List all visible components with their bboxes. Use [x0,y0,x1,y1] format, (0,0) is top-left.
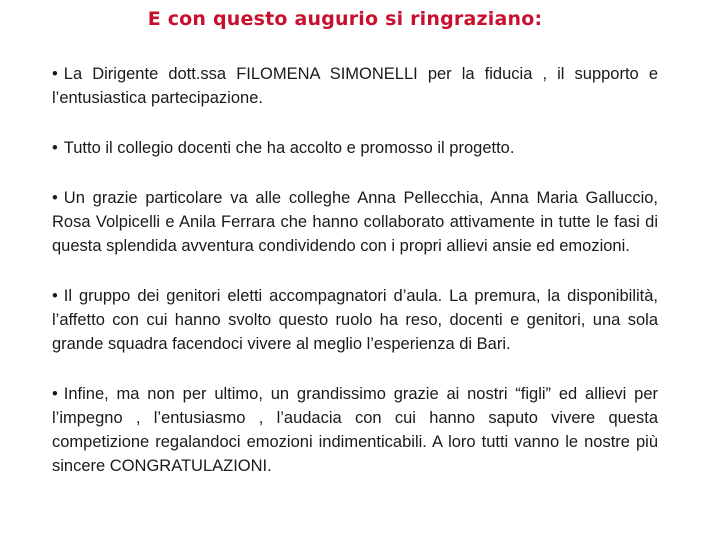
paragraph-colleghe [52,186,658,258]
page-title: E con questo augurio si ringraziano: [147,8,543,30]
paragraph-allievi [52,382,658,478]
paragraph-text: Infine, ma non per ultimo, un grandissimo grazie ai nostri “figli” ed allievi per l’impegno , l’entusiasmo , l’audacia con cui hanno saputo vivere questa competizione regalandoci emozioni indimenticabili. A loro tutti vanno le nostre più sincere CONGRATULAZIONI. [52,385,658,475]
bullet-icon: • [52,287,58,305]
paragraph-text: Tutto il collegio docenti che ha accolto e promosso il progetto. [63,139,515,157]
bullet-icon: • [52,385,58,403]
paragraph-dirigente [52,62,658,110]
acknowledgements-list [52,62,658,504]
paragraph-text: Un grazie particolare va alle colleghe Anna Pellecchia, Anna Maria Galluccio, Rosa Volpicelli e Anila Ferrara che hanno collaborato attivamente in tutte le fasi di questa splendida avventura condividendo con i propri allievi ansie ed emozioni. [52,189,658,255]
bullet-icon: • [52,189,58,207]
paragraph-collegio [52,136,658,160]
paragraph-genitori [52,284,658,356]
bullet-icon: • [52,139,58,157]
bullet-icon: • [52,65,58,83]
paragraph-text: La Dirigente dott.ssa FILOMENA SIMONELLI per la fiducia , il supporto e l’entusiastica partecipazione. [52,65,658,107]
paragraph-text: Il gruppo dei genitori eletti accompagnatori d’aula. La premura, la disponibilità, l’affetto con cui hanno svolto questo ruolo ha reso, docenti e genitori, una sola grande squadra facendoci vivere al meglio l’esperienza di Bari. [52,287,658,353]
